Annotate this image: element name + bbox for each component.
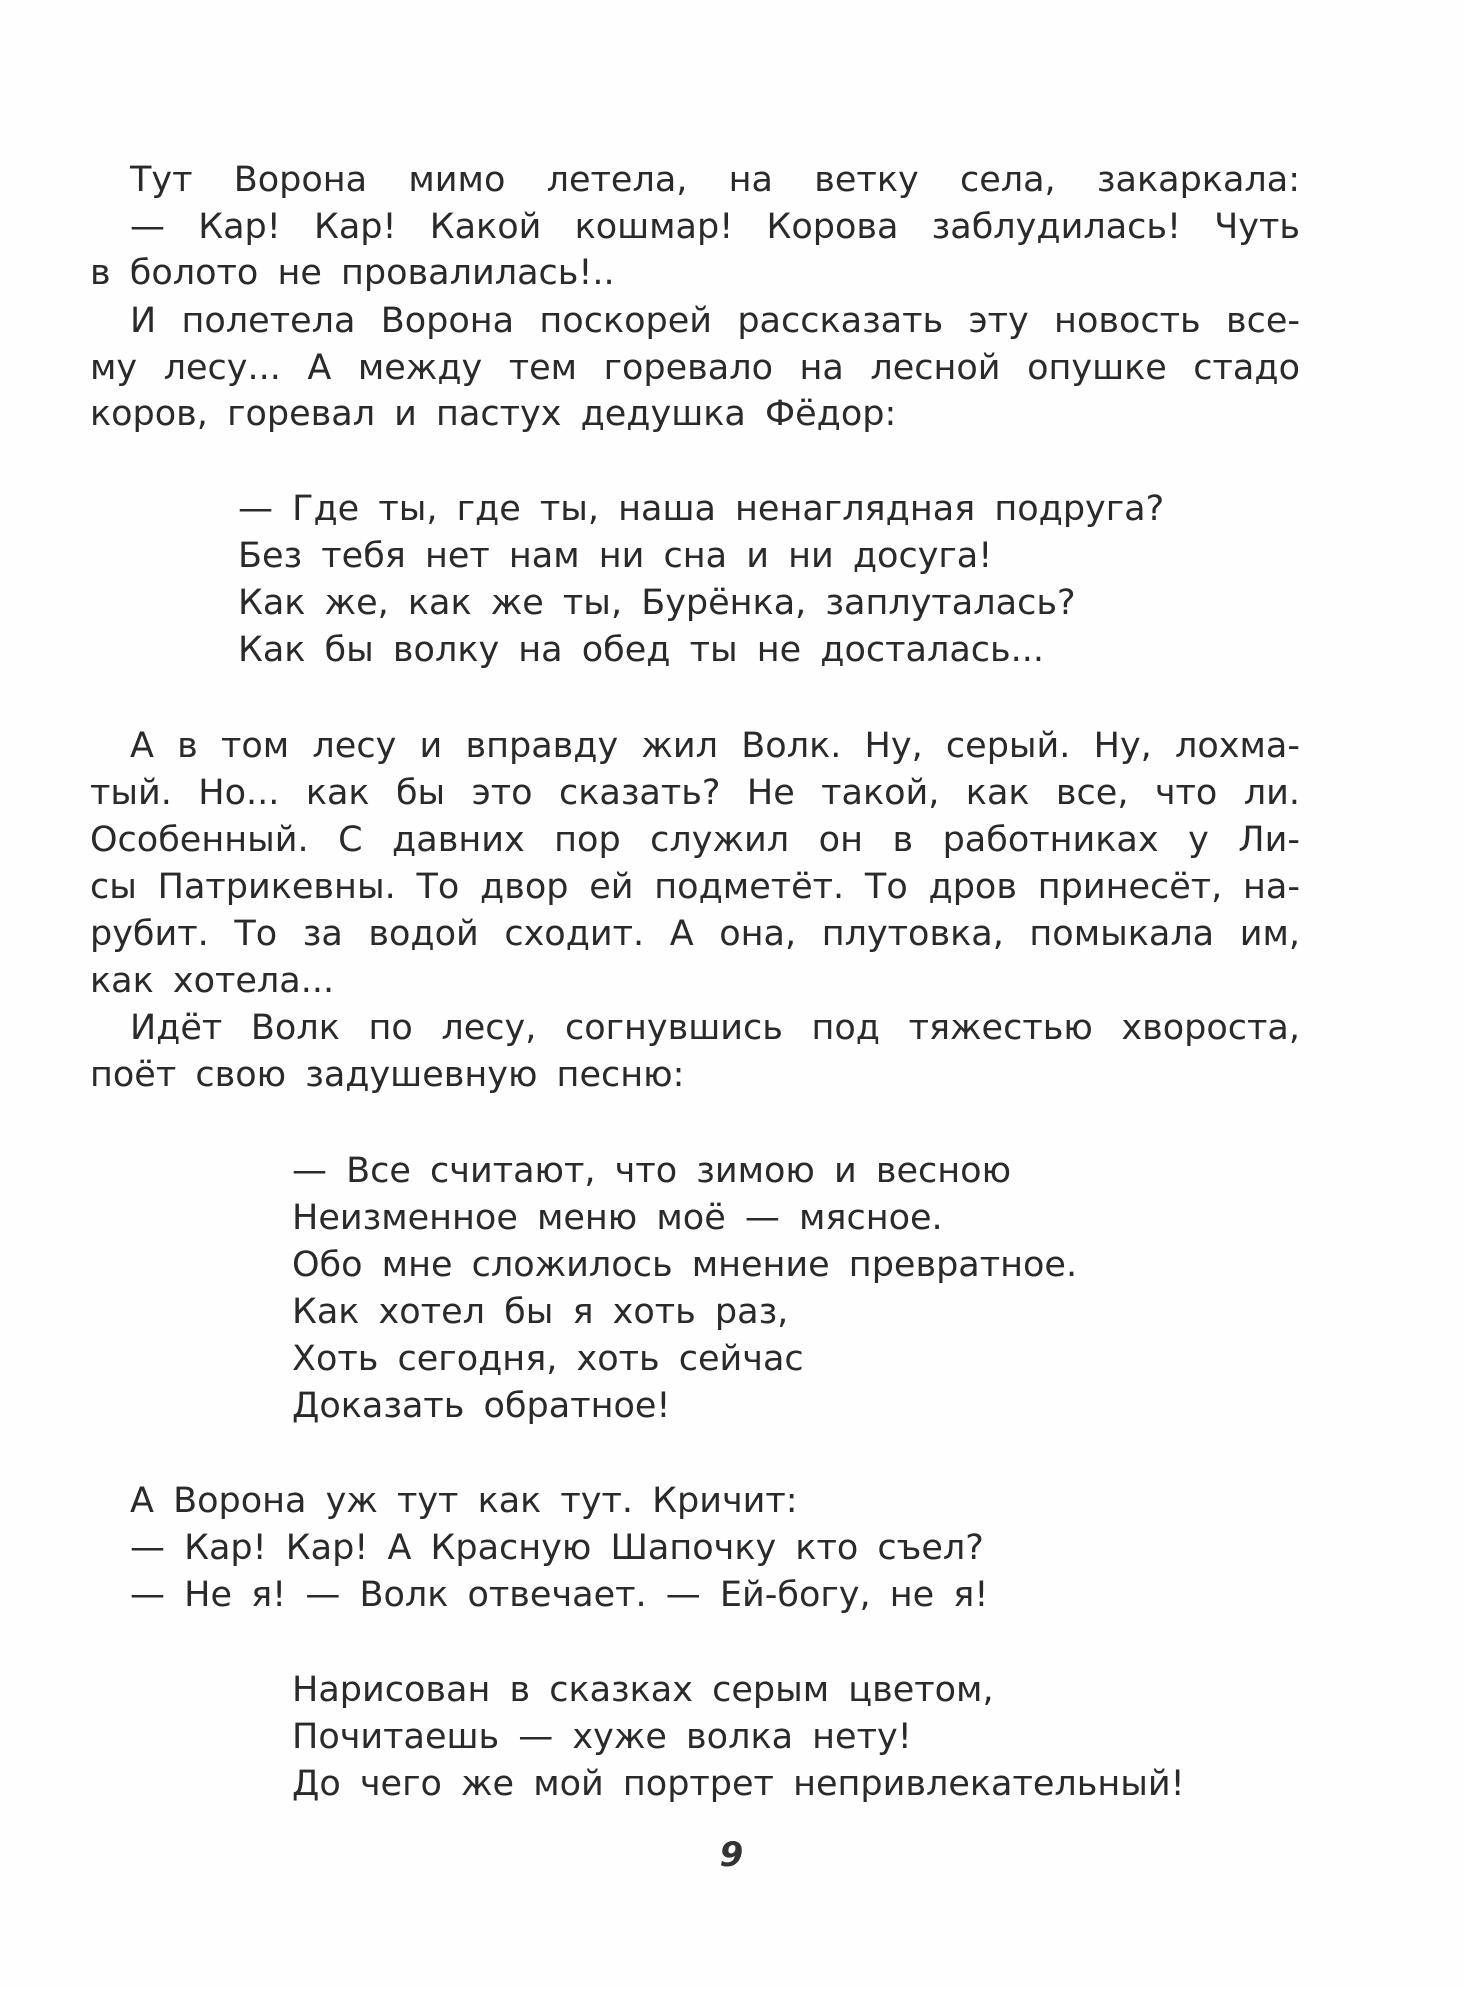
- paragraph2-line: коров, горевал и пастух дедушка Фёдор:: [90, 394, 897, 434]
- paragraph3-line: тый. Но... как бы это сказать? Не такой, как все, что ли.: [90, 773, 1300, 813]
- verse3-line: До чего же мой портрет непривлекательный!: [292, 1764, 1185, 1804]
- page-number: 9: [719, 1835, 744, 1875]
- paragraph2-line: му лесу... А между тем горевало на лесной опушке стадо: [90, 348, 1300, 388]
- verse2-line: Неизменное меню моё — мясное.: [292, 1198, 943, 1238]
- paragraph1-line: в болото не провалилась!..: [90, 253, 615, 293]
- verse3-line: Почитаешь — хуже волка нету!: [292, 1717, 912, 1757]
- dialogue-line: А Ворона уж тут как тут. Кричит:: [130, 1481, 798, 1521]
- paragraph3-line: сы Патрикевны. То двор ей подметёт. То дров принесёт, на-: [90, 867, 1300, 907]
- paragraph1-line: — Кар! Кар! Какой кошмар! Корова заблудилась! Чуть: [130, 207, 1300, 247]
- verse2-line: — Все считают, что зимою и весною: [292, 1151, 1012, 1191]
- verse3-line: Нарисован в сказках серым цветом,: [292, 1670, 994, 1710]
- dialogue-line: — Кар! Кар! А Красную Шапочку кто съел?: [130, 1528, 984, 1568]
- verse1-line: Как же, как же ты, Бурёнка, заплуталась?: [238, 583, 1076, 623]
- verse2-line: Как хотел бы я хоть раз,: [292, 1292, 789, 1332]
- paragraph4-line: Идёт Волк по лесу, согнувшись под тяжестью хвороста,: [130, 1008, 1300, 1048]
- paragraph3-line: А в том лесу и вправду жил Волк. Ну, серый. Ну, лохма-: [130, 726, 1300, 766]
- verse1-line: Как бы волку на обед ты не досталась...: [238, 630, 1045, 670]
- paragraph3-line: Особенный. С давних пор служил он в работниках у Ли-: [90, 820, 1300, 860]
- dialogue-line: — Не я! — Волк отвечает. — Ей-богу, не я!: [130, 1575, 989, 1615]
- paragraph2-line: И полетела Ворона поскорей рассказать эту новость все-: [130, 301, 1300, 341]
- paragraph1-line: Тут Ворона мимо летела, на ветку села, закаркала:: [130, 160, 1300, 200]
- verse1-line: Без тебя нет нам ни сна и ни досуга!: [238, 536, 993, 576]
- paragraph3-line: рубит. То за водой сходит. А она, плутовка, помыкала им,: [90, 914, 1300, 954]
- paragraph3-line: как хотела...: [90, 961, 335, 1001]
- verse2-line: Доказать обратное!: [292, 1386, 671, 1426]
- verse2-line: Хоть сегодня, хоть сейчас: [292, 1339, 804, 1379]
- paragraph4-line: поёт свою задушевную песню:: [90, 1055, 685, 1095]
- verse1-line: — Где ты, где ты, наша ненаглядная подруга?: [238, 489, 1165, 529]
- verse2-line: Обо мне сложилось мнение превратное.: [292, 1245, 1078, 1285]
